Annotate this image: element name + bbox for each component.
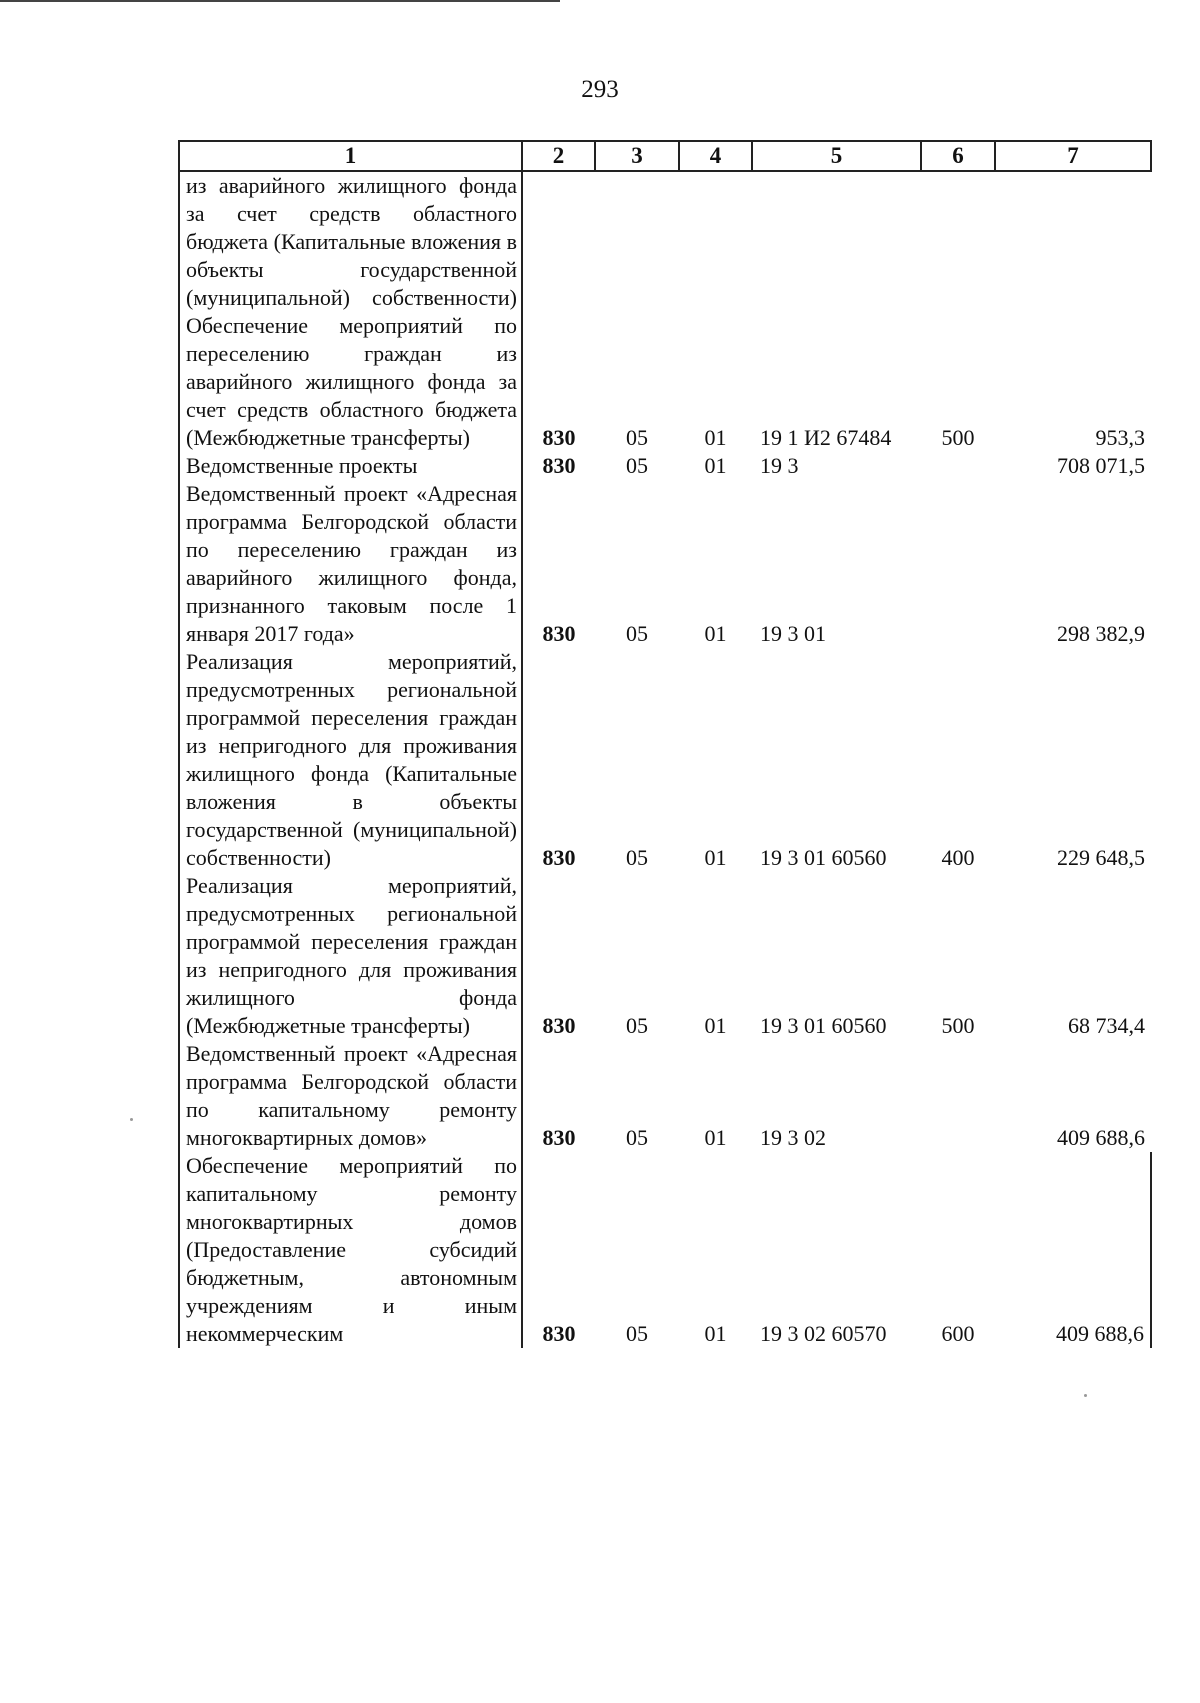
row-pr: 01 xyxy=(704,453,727,478)
row-vr xyxy=(921,1040,995,1152)
column-header-1: 1 xyxy=(179,141,522,171)
row-csr: 19 3 01 60560 xyxy=(760,845,887,870)
row-amount: 68 734,4 xyxy=(1068,1013,1145,1038)
row-gr: 830 xyxy=(542,453,576,478)
row-vr: 500 xyxy=(941,1013,975,1038)
column-header-4: 4 xyxy=(679,141,752,171)
row-name: Обеспечение мероприятий по переселению граждан из аварийного жилищного фонда за счет средств областного бюджета (Межбюджетные трансферты) xyxy=(179,312,522,452)
row-csr: 19 1 И2 67484 xyxy=(760,425,892,450)
row-pr: 01 xyxy=(704,621,727,646)
row-pr: 01 xyxy=(704,845,727,870)
table-row xyxy=(179,171,1151,312)
row-name: Обеспечение мероприятий по капитальному ремонту многоквартирных домов (Предоставление субсидий бюджетным, автономным учреждениям и иным некоммерческим xyxy=(179,1152,522,1348)
table-row xyxy=(179,648,1151,872)
row-csr: 19 3 xyxy=(760,453,799,478)
row-vr: 600 xyxy=(941,1321,975,1346)
row-rz: 05 xyxy=(626,621,648,646)
table-row xyxy=(179,452,1151,480)
table-row xyxy=(179,480,1151,648)
row-rz: 05 xyxy=(626,1125,648,1150)
row-vr xyxy=(921,480,995,648)
row-rz: 05 xyxy=(626,845,648,870)
row-name: Реализация мероприятий, предусмотренных региональной программой переселения граждан из непригодного для проживания жилищного фонда (Межбюджетные трансферты) xyxy=(179,872,522,1040)
row-rz: 05 xyxy=(626,1013,648,1038)
budget-table xyxy=(178,140,1152,1348)
scan-edge-line xyxy=(0,0,560,2)
row-csr: 19 3 01 60560 xyxy=(760,1013,887,1038)
row-gr: 830 xyxy=(542,845,576,870)
row-gr: 830 xyxy=(542,425,576,450)
table-row xyxy=(179,1152,1151,1348)
row-rz: 05 xyxy=(626,425,648,450)
row-name: Ведомственный проект «Адресная программа Белгородской области по капитальному ремонту многоквартирных домов» xyxy=(179,1040,522,1152)
row-pr: 01 xyxy=(704,1125,727,1150)
row-vr xyxy=(921,171,995,312)
row-vr xyxy=(921,452,995,480)
row-amount: 409 688,6 xyxy=(995,1152,1151,1348)
column-header-7: 7 xyxy=(995,141,1151,171)
row-csr: 19 3 02 60570 xyxy=(760,1321,887,1346)
row-csr xyxy=(752,171,921,312)
row-amount: 229 648,5 xyxy=(1057,845,1145,870)
header-row xyxy=(179,141,1151,171)
row-vr: 400 xyxy=(941,845,975,870)
table-row xyxy=(179,872,1151,1040)
row-csr: 19 3 02 xyxy=(760,1125,826,1150)
row-gr: 830 xyxy=(542,1321,576,1346)
column-header-3: 3 xyxy=(595,141,679,171)
row-rz: 05 xyxy=(626,1321,648,1346)
row-pr: 01 xyxy=(704,1013,727,1038)
row-rz xyxy=(595,171,679,312)
row-name: из аварийного жилищного фонда за счет средств областного бюджета (Капитальные вложения в объекты государственной (муниципальной) собственности) xyxy=(179,171,522,312)
row-amount: 298 382,9 xyxy=(1057,621,1145,646)
table-row xyxy=(179,312,1151,452)
row-amount: 953,3 xyxy=(1095,425,1145,450)
row-amount: 708 071,5 xyxy=(1057,453,1145,478)
scan-speck xyxy=(1084,1394,1087,1397)
row-name: Ведомственные проекты xyxy=(179,452,522,480)
row-gr: 830 xyxy=(542,621,576,646)
column-header-2: 2 xyxy=(522,141,595,171)
row-csr: 19 3 01 xyxy=(760,621,826,646)
row-amount: 409 688,6 xyxy=(1057,1125,1145,1150)
column-header-5: 5 xyxy=(752,141,921,171)
scan-speck xyxy=(130,1118,133,1121)
row-gr: 830 xyxy=(542,1125,576,1150)
row-name: Ведомственный проект «Адресная программа Белгородской области по переселению граждан из аварийного жилищного фонда, признанного таковым после 1 января 2017 года» xyxy=(179,480,522,648)
row-amount xyxy=(995,171,1151,312)
row-vr: 500 xyxy=(941,425,975,450)
row-pr: 01 xyxy=(704,425,727,450)
table-header xyxy=(179,141,1151,171)
row-name: Реализация мероприятий, предусмотренных региональной программой переселения граждан из непригодного для проживания жилищного фонда (Капитальные вложения в объекты государственной (муниципальной) собственности) xyxy=(179,648,522,872)
row-pr xyxy=(679,171,752,312)
row-gr: 830 xyxy=(542,1013,576,1038)
row-pr: 01 xyxy=(704,1321,727,1346)
page-number: 293 xyxy=(581,76,619,103)
table-body xyxy=(179,171,1151,1348)
column-header-6: 6 xyxy=(921,141,995,171)
row-gr xyxy=(522,171,595,312)
table-row xyxy=(179,1040,1151,1152)
row-rz: 05 xyxy=(626,453,648,478)
